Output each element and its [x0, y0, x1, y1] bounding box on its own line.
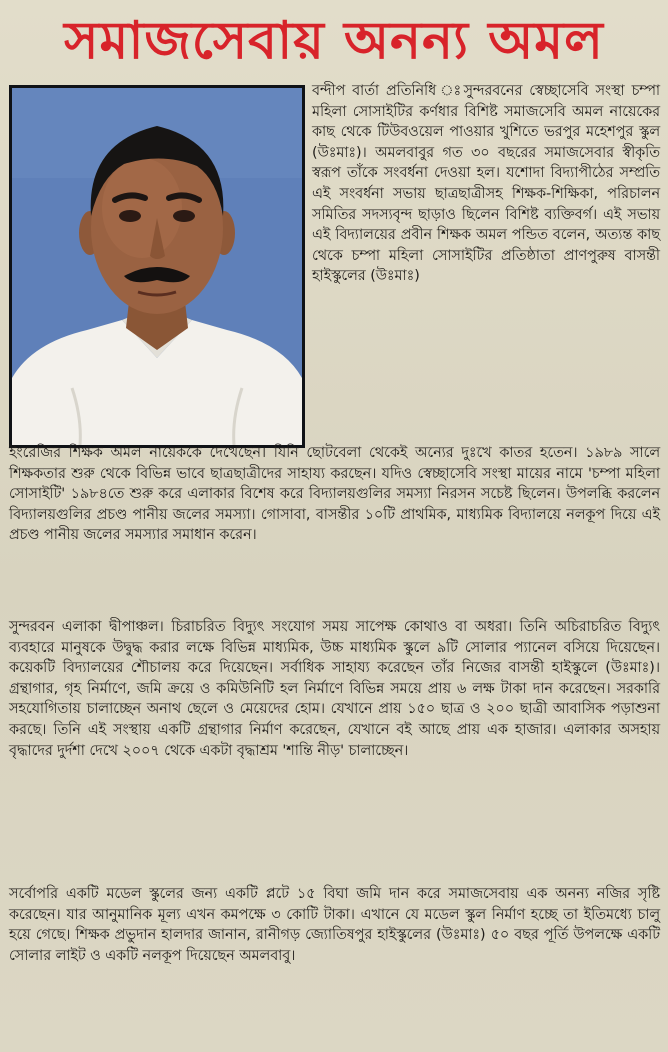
paragraph-electricity: সুন্দরবন এলাকা দ্বীপাঞ্চল। চিরাচরিত বিদ্যুৎ সংযোগ সময় সাপেক্ষ কোথাও বা অধরা। তিনি অচিরাচরিত বিদ্যুৎ ব্যবহারে মানুষকে উদ্বুদ্ধ করার লক্ষে বিভিন্ন মাধ্যমিক, উচ্চ মাধ্যমিক স্কুলে ৯টি সোলার প্যানেল বসিয়ে দিয়েছেন। কয়েকটি বিদ্যালয়ের শৌচালয় করে দিয়েছেন। সর্বাধিক সাহায্য করেছেন তাঁর নিজের বাসন্তী হাইস্কুলে (উঃমাঃ)। গ্রন্থাগার, গৃহ নির্মাণে, জমি ক্রয়ে ও কমিউনিটি হল নির্মাণে বিভিন্ন সময়ে প্রায় ৬ লক্ষ টাকা দান করেছেন। সরকারি সহযোগিতায় চালাচ্ছেন অনাথ ছেলে ও মেয়েদের হোম। যেখানে প্রায় ১৫০ ছাত্র ও ২০০ ছাত্রী আবাসিক পড়াশুনা করছে। তিনি এই সংস্থায় একটি গ্রন্থাগার নির্মাণ করেছেন, যেখানে বই আছে প্রায় এক হাজার। এলাকার অসহায় বৃদ্ধাদের দুর্দশা দেখে ২০০৭ থেকে একটা বৃদ্ধাশ্রম 'শান্তি নীড়' চালাচ্ছেন।: [9, 619, 660, 759]
headline: সমাজসেবায় অনন্য অমল: [64, 10, 604, 71]
article-paragraph-2: [9, 617, 660, 761]
article-paragraph-1-continued: [9, 443, 660, 546]
paragraph-model-school: সর্বোপরি একটি মডেল স্কুলের জন্য একটি প্লটে ১৫ বিঘা জমি দান করে সমাজসেবায় এক অনন্য নজির সৃষ্টি করেছেন। যার আনুমানিক মূল্য এখন কমপক্ষে ৩ কোটি টাকা। এখানে যে মডেল স্কুল নির্মাণ হচ্ছে তা ইতিমধ্যে চালু হয়ে গেছে। শিক্ষক প্রভুদান হালদার জানান, রানীগড় জ্যোতিষপুর হাইস্কুলের (উঃমাঃ) ৫০ বছর পূর্তি উপলক্ষে একটি সোলার লাইট ও একটি নলকূপ দিয়েছেন অমলবাবু।: [9, 886, 660, 964]
portrait-photo: [9, 85, 305, 448]
article-paragraph-3: [9, 884, 660, 966]
portrait-image: [12, 88, 302, 445]
article-paragraph-1-right-column: [312, 81, 660, 287]
photo-frame: [12, 88, 302, 445]
paragraph-intro: বন্দীপ বার্তা প্রতিনিধি ঃসুন্দরবনের স্বেচ্ছাসেবি সংস্থা চম্পা মহিলা সোসাইটির কর্ণধার বিশিষ্ট সমাজসেবি অমল নায়েকের কাছ থেকে টিউবওয়েল পাওয়ার খুশিতে ভরপুর মহেশপুর স্কুল (উঃমাঃ)। অমলবাবুর গত ৩০ বছরের সমাজসেবার স্বীকৃতি স্বরূপ তাঁকে সংবর্ধনা দেওয়া হল। যশোদা বিদ্যাপীঠের সম্প্রতি এই সংবর্ধনা সভায় ছাত্রছাত্রীসহ শিক্ষক-শিক্ষিকা, পরিচালন সমিতির সদস্যবৃন্দ ছাড়াও ছিলেন বিশিষ্ট ব্যক্তিবর্গ। এই সভায় এই বিদ্যালয়ের প্রবীন শিক্ষক অমল পন্ডিত বলেন, অত্যন্ত কাছ থেকে চম্পা মহিলা সোসাইটির প্রতিষ্ঠাতা প্রাণপুরুষ বাসন্তী হাইস্কুলের (উঃমাঃ): [312, 83, 660, 285]
paragraph-continued: ইংরেজির শিক্ষক অমল নায়েককে দেখেছেন। যিনি ছোটবেলা থেকেই অন্যের দুঃখে কাতর হতেন। ১৯৮৯ সালে শিক্ষকতার শুরু থেকে বিভিন্ন ভাবে ছাত্রছাত্রীদের সাহায্য করছেন। যদিও স্বেচ্ছাসেবি সংস্থা মায়ের নামে 'চম্পা মহিলা সোসাইটি' ১৯৮৪তে শুরু করে এলাকার বিশেষ করে বিদ্যালয়গুলির সমস্যা নিরসন সচেষ্ট ছিলেন। উপলব্ধি করলেন বিদ্যালয়গুলির প্রচণ্ড পানীয় জলের সমস্যা। গোসাবা, বাসন্তীর ১০টি প্রাথমিক, মাধ্যমিক বিদ্যালয়ে নলকূপ দিয়ে এই প্রচণ্ড পানীয় জলের সমস্যার সমাধান করেন।: [9, 445, 660, 544]
